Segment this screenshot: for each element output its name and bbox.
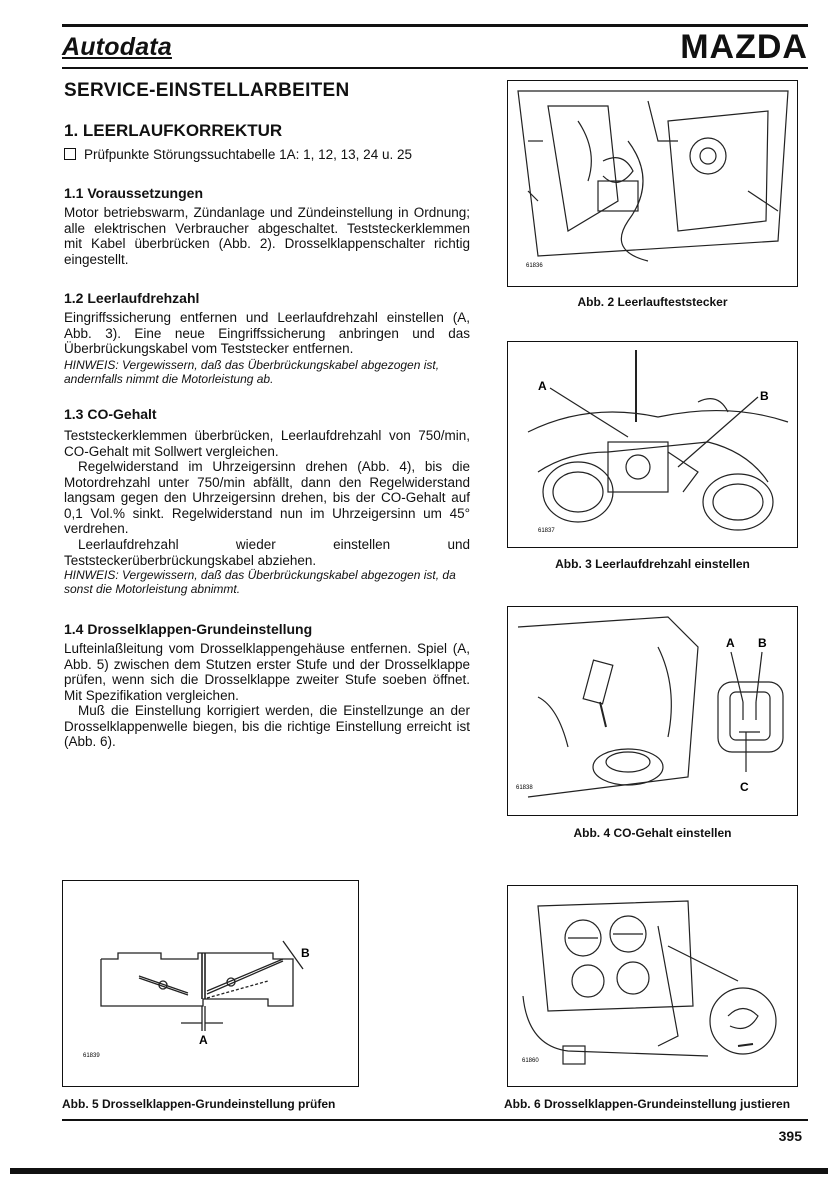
text-1-1: Motor betriebswarm, Zündanlage und Zündeinstellung in Ordnung; alle elektrischen Verbraucher abgeschaltet. Teststeckerklemmen mit Kabel überbrücken (Abb. 2). Drosselklappenschalter richtig eingestellt.	[64, 205, 470, 267]
figure-4-label-b: B	[758, 636, 767, 650]
bottom-bar	[10, 1168, 828, 1174]
checkbox-icon	[64, 148, 76, 160]
heading-1-4: 1.4 Drosselklappen-Grundeinstellung	[64, 621, 313, 637]
text-1-4-b: Muß die Einstellung korrigiert werden, die Einstellzunge an der Drosselklappenwelle biegen, bis die richtige Einstellung erreicht ist (Abb. 6).	[64, 703, 470, 750]
figure-3-label-b: B	[760, 389, 769, 403]
text-1-2: Eingriffssicherung entfernen und Leerlaufdrehzahl einstellen (A, Abb. 3). Eine neue Eingriffssicherung anbringen und das Überbrückungskabel vom Teststecker entfernen.	[64, 310, 470, 357]
figure-5-caption: Abb. 5 Drosselklappen-Grundeinstellung prüfen	[62, 1097, 336, 1111]
figure-3-caption: Abb. 3 Leerlaufdrehzahl einstellen	[555, 557, 750, 571]
checklist-line	[64, 147, 412, 162]
throttle-gap-diagram	[63, 881, 358, 1086]
figure-4-code: 61838	[516, 785, 533, 791]
page-number: 395	[778, 1128, 802, 1144]
heading-1-2: 1.2 Leerlaufdrehzahl	[64, 290, 200, 306]
text-1-3-c: Leerlaufdrehzahl wieder einstellen und Teststeckerüberbrückungskabel abziehen.	[64, 537, 470, 568]
figure-6-illustration	[507, 885, 798, 1087]
figure-4-label-a: A	[726, 636, 735, 650]
figure-5-illustration	[62, 880, 359, 1087]
heading-1-3: 1.3 CO-Gehalt	[64, 406, 157, 422]
figure-3-label-a: A	[538, 379, 547, 393]
figure-3-code: 61837	[538, 528, 555, 534]
text-1-3-b: Regelwiderstand im Uhrzeigersinn drehen (Abb. 4), bis die Motordrehzahl unter 750/min abfällt, dann den Regelwiderstand langsam gegen den Uhrzeigersinn drehen, bis der CO-Gehalt auf 0,1 Vol.% sinkt. Regelwiderstand nun im Uhrzeigersinn um 45° verdrehen.	[64, 459, 470, 537]
throttle-body-drawing	[508, 342, 797, 547]
figure-6-code: 61860	[522, 1058, 539, 1064]
text-1-4-a: Lufteinlaßleitung vom Drosselklappengehäuse entfernen. Spiel (A, Abb. 5) zwischen dem Stutzen erster Stufe und der Drosselklappe prüfen, wenn sich die Drosselklappe zweiter Stufe soeben öffnet. Mit Spezifikation vergleichen.	[64, 641, 470, 703]
figure-5-label-b: B	[301, 946, 310, 960]
figure-3-illustration	[507, 341, 798, 548]
note-1-3: HINWEIS: Vergewissern, daß das Überbrückungskabel abgezogen ist, da sonst die Motorleistung abnimmt.	[64, 568, 456, 596]
section-heading-1: 1. LEERLAUFKORREKTUR	[64, 121, 283, 140]
page-title: SERVICE-EINSTELLARBEITEN	[64, 80, 350, 101]
figure-2-caption: Abb. 2 Leerlaufteststecker	[577, 295, 728, 309]
co-adjust-drawing	[508, 607, 797, 815]
figure-4-illustration	[507, 606, 798, 816]
figure-4-caption: Abb. 4 CO-Gehalt einstellen	[573, 826, 732, 840]
engine-bay-drawing	[508, 81, 797, 286]
header-bottom-rule	[62, 67, 808, 69]
figure-2-code: 61836	[526, 263, 543, 269]
figure-5-label-a: A	[199, 1033, 208, 1047]
make-title: MAZDA	[680, 28, 808, 66]
header-top-rule	[62, 24, 808, 27]
footer-rule	[62, 1119, 808, 1121]
brand-logo: Autodata	[62, 33, 172, 61]
figure-4-label-c: C	[740, 780, 749, 794]
checklist-text: Prüfpunkte Störungssuchtabelle 1A: 1, 12, 13, 24 u. 25	[84, 147, 412, 162]
text-1-3-a: Teststeckerklemmen überbrücken, Leerlaufdrehzahl von 750/min, CO-Gehalt mit Sollwert vergleichen.	[64, 428, 470, 459]
throttle-adjust-drawing	[508, 886, 797, 1086]
heading-1-1: 1.1 Voraussetzungen	[64, 185, 204, 201]
figure-5-code: 61839	[83, 1053, 100, 1059]
figure-6-caption: Abb. 6 Drosselklappen-Grundeinstellung justieren	[503, 1097, 791, 1111]
figure-2-illustration	[507, 80, 798, 287]
note-1-2: HINWEIS: Vergewissern, daß das Überbrückungskabel abgezogen ist, andernfalls nimmt die Motorleistung ab.	[64, 358, 440, 386]
